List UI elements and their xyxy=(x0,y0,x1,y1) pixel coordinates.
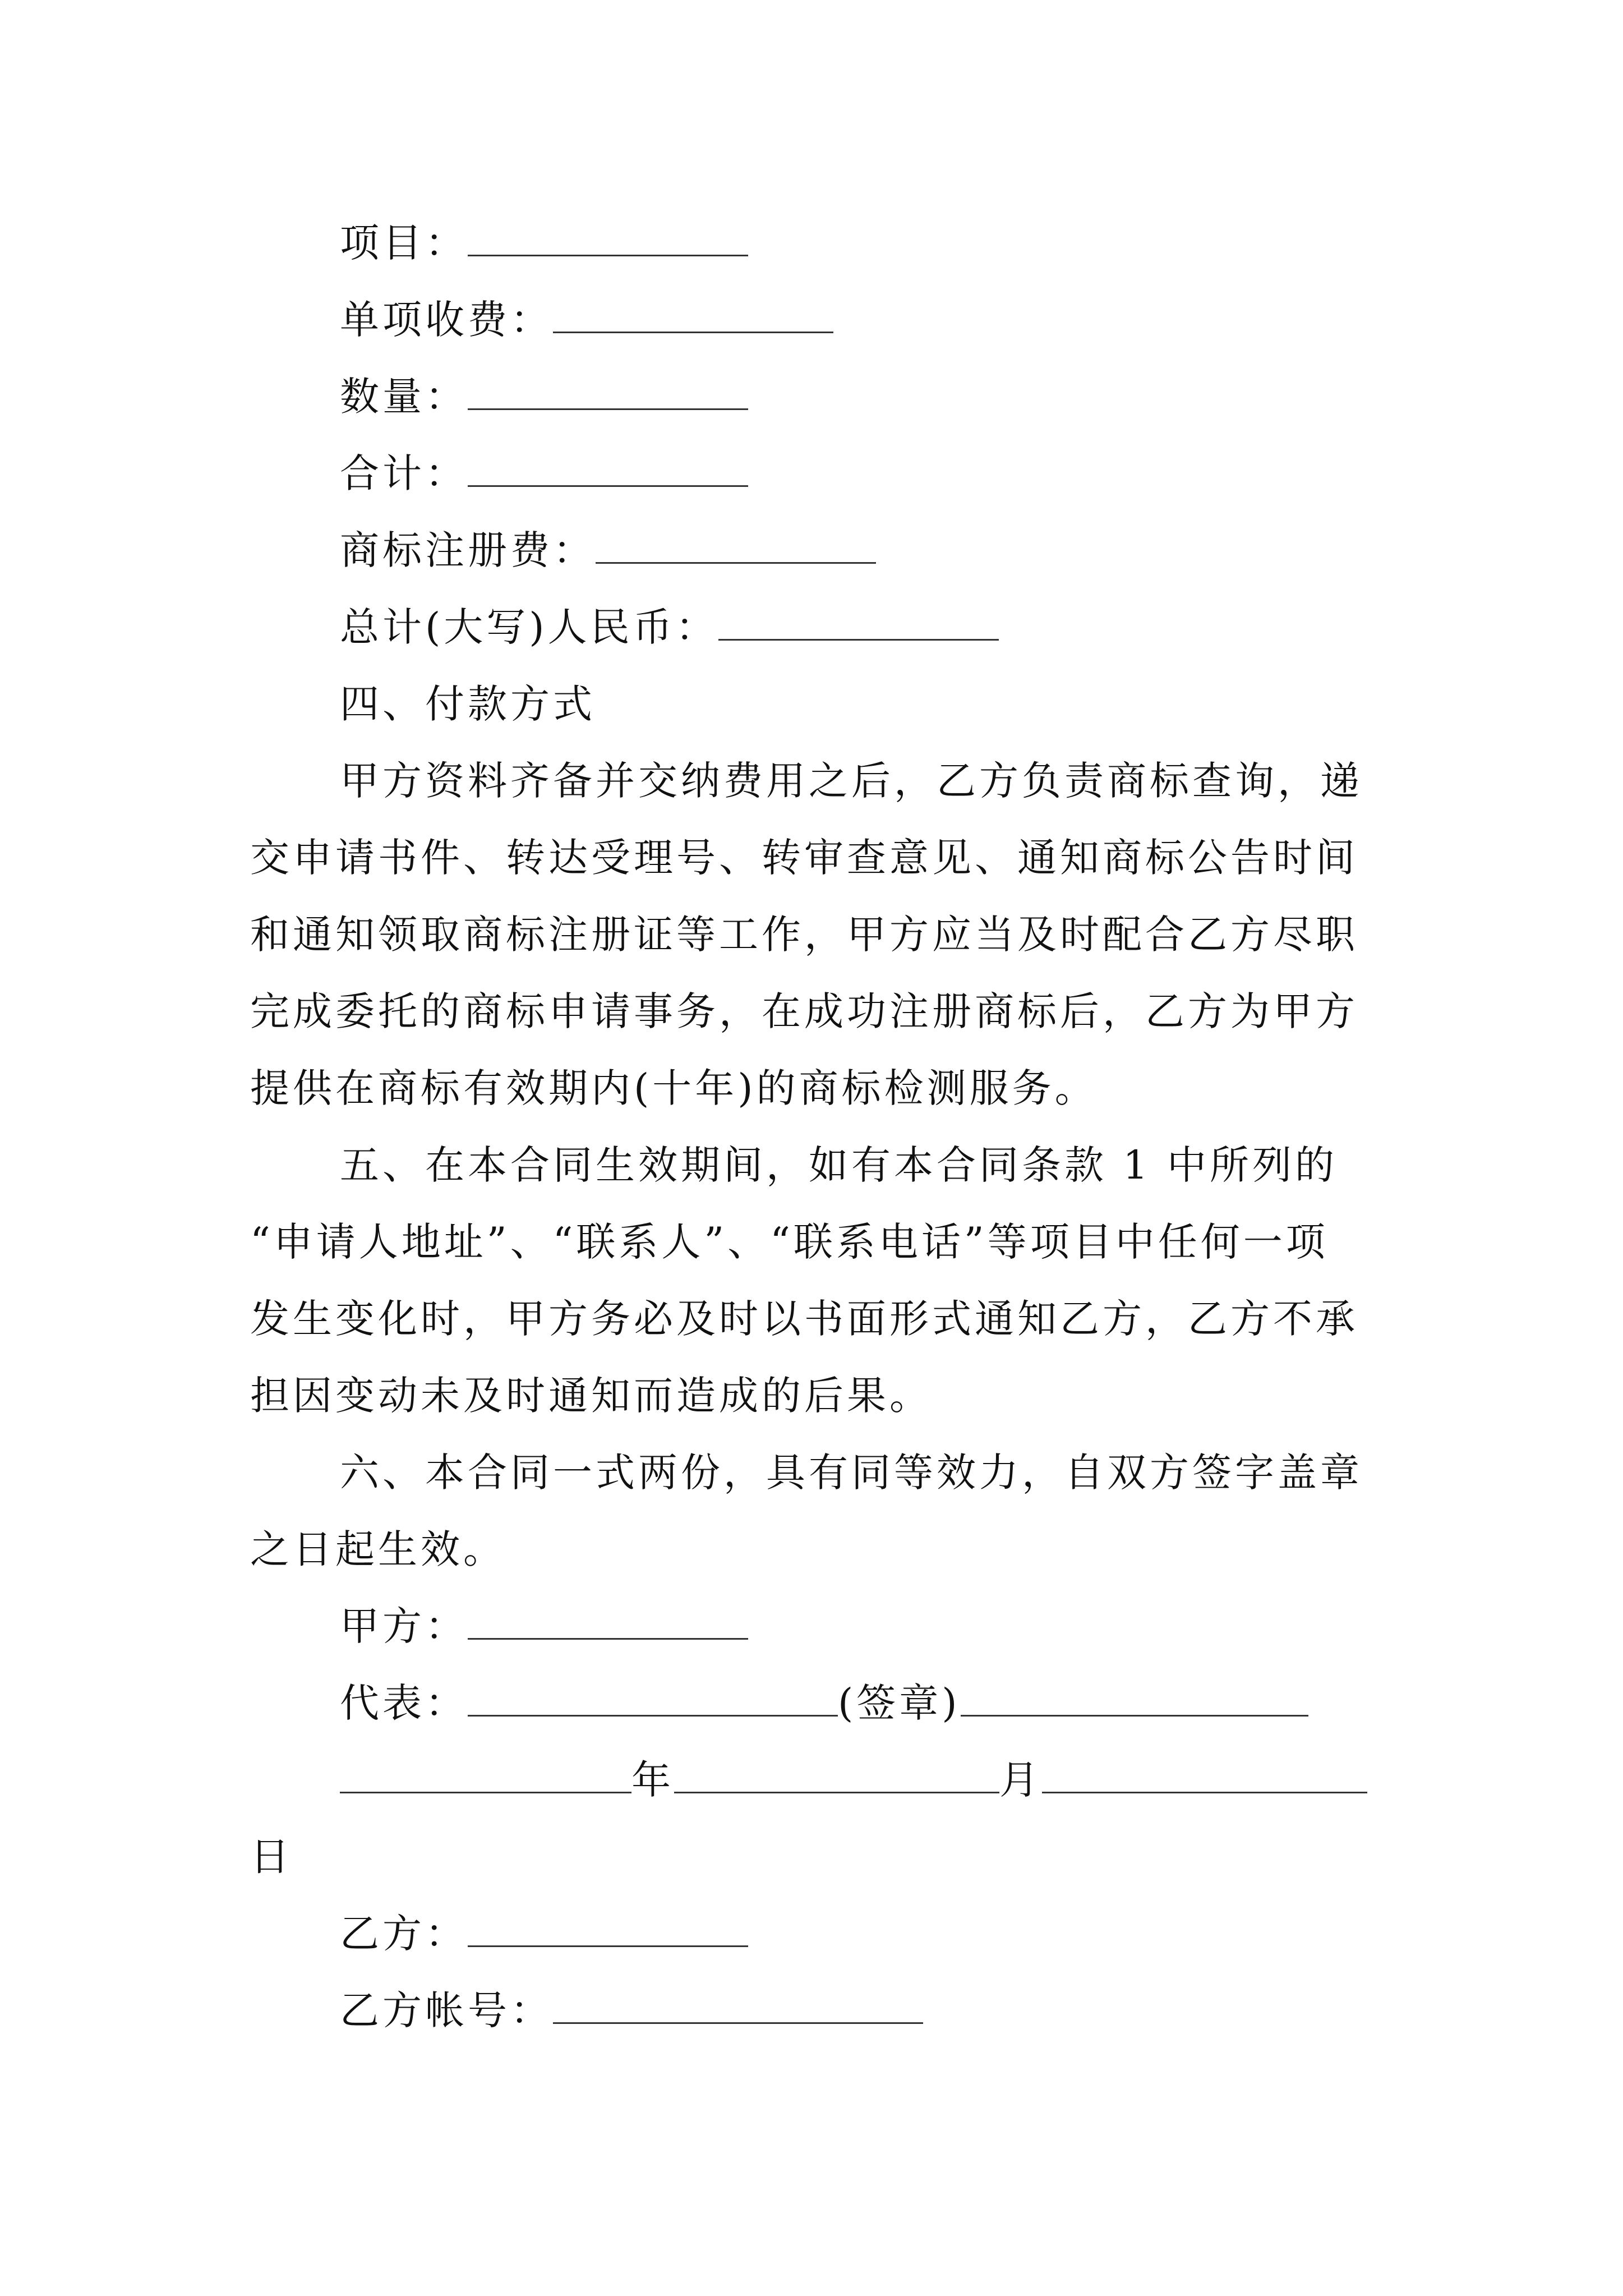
total-row xyxy=(340,599,999,655)
quantity-blank xyxy=(468,374,748,410)
month-blank xyxy=(674,1757,999,1793)
section5-line-4: 担因变动未及时通知而造成的后果。 xyxy=(250,1373,932,1419)
reg-fee-blank xyxy=(596,527,876,564)
quantity-row xyxy=(340,369,748,425)
party-b-account-label: 乙方帐号： xyxy=(340,1987,553,2033)
party-b-account-blank xyxy=(553,1987,923,2024)
party-b-blank xyxy=(468,1911,748,1947)
item-row xyxy=(340,215,748,271)
subtotal-row xyxy=(340,445,748,501)
party-b-account-row xyxy=(340,1982,923,2039)
section4-line-3: 和通知领取商标注册证等工作，甲方应当及时配合乙方尽职 xyxy=(250,912,1358,958)
seal-blank xyxy=(961,1680,1308,1717)
section6-line-1: 六、本合同一式两份，具有同等效力，自双方签字盖章 xyxy=(340,1450,1363,1496)
section4-line-2: 交申请书件、转达受理号、转审查意见、通知商标公告时间 xyxy=(250,835,1358,881)
date-row xyxy=(340,1752,1367,1808)
month-label: 月 xyxy=(999,1757,1042,1803)
subtotal-blank xyxy=(468,450,748,487)
section4-line-1: 甲方资料齐备并交纳费用之后，乙方负责商标查询，递 xyxy=(340,758,1363,804)
unit-fee-label: 单项收费： xyxy=(340,297,553,343)
item-blank xyxy=(468,220,748,256)
representative-row xyxy=(340,1675,1308,1731)
seal-label: (签章) xyxy=(838,1680,961,1726)
day-label: 日 xyxy=(250,1834,293,1880)
representative-blank xyxy=(468,1680,838,1717)
unit-fee-blank xyxy=(553,297,833,333)
section5-line-2: “申请人地址”、“联系人”、“联系电话”等项目中任何一项 xyxy=(250,1219,1329,1265)
representative-label: 代表： xyxy=(340,1680,468,1726)
party-b-row xyxy=(340,1906,748,1962)
total-label: 总计(大写)人民币： xyxy=(340,604,718,650)
subtotal-label: 合计： xyxy=(340,450,468,496)
reg-fee-row xyxy=(340,522,876,578)
section6-line-2: 之日起生效。 xyxy=(250,1526,506,1572)
year-blank xyxy=(340,1757,631,1793)
party-b-label: 乙方： xyxy=(340,1911,468,1957)
reg-fee-label: 商标注册费： xyxy=(340,527,596,573)
party-a-label: 甲方： xyxy=(340,1603,468,1649)
section5-line-1: 五、在本合同生效期间，如有本合同条款 1 中所列的 xyxy=(340,1142,1338,1188)
section4-heading: 四、付款方式 xyxy=(340,681,596,727)
party-a-row xyxy=(340,1598,748,1654)
item-label: 项目： xyxy=(340,220,468,266)
total-blank xyxy=(718,604,999,641)
year-label: 年 xyxy=(631,1757,674,1803)
section4-line-5: 提供在商标有效期内(十年)的商标检测服务。 xyxy=(250,1065,1098,1111)
quantity-label: 数量： xyxy=(340,374,468,420)
day-blank xyxy=(1042,1757,1367,1793)
unit-fee-row xyxy=(340,292,833,348)
party-a-blank xyxy=(468,1603,748,1640)
section4-line-4: 完成委托的商标申请事务，在成功注册商标后，乙方为甲方 xyxy=(250,988,1358,1034)
section5-line-3: 发生变化时，甲方务必及时以书面形式通知乙方，乙方不承 xyxy=(250,1296,1358,1342)
